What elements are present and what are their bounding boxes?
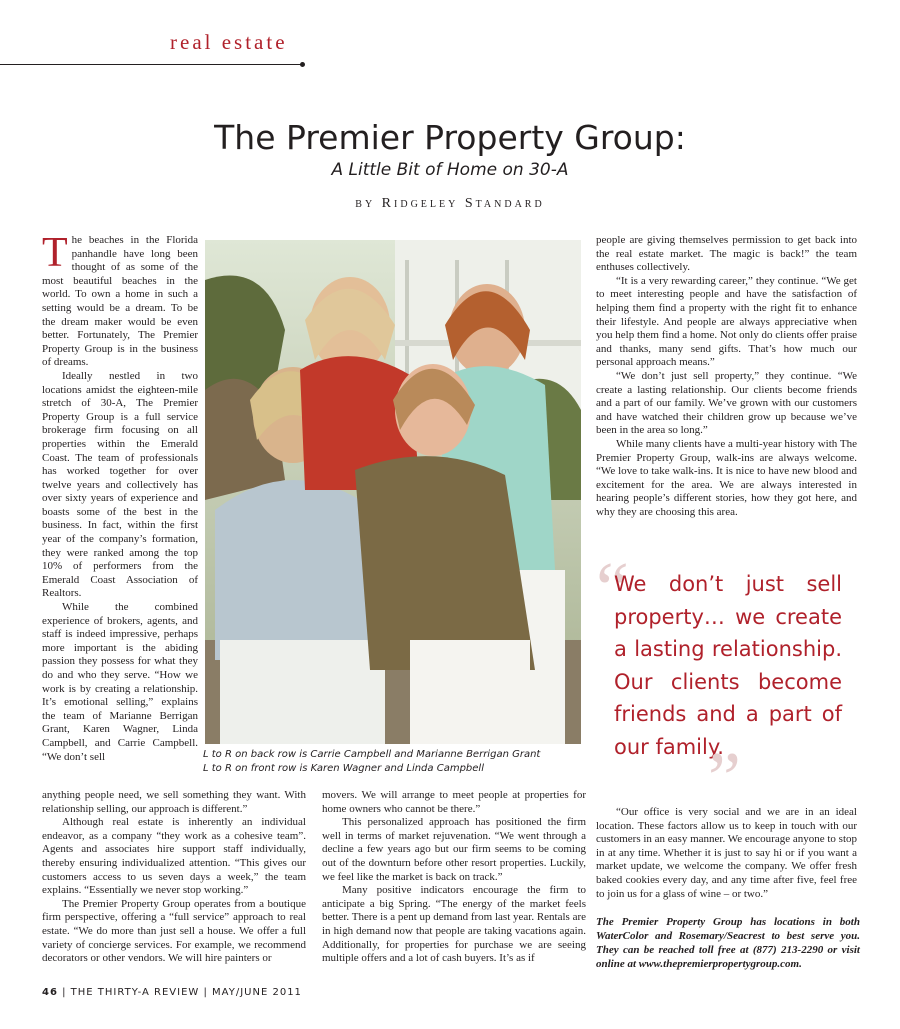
paragraph: Many positive indicators encourage the firm to anticipate a big Spring. “The energy of the market feels better. There is a pent up demand from last year. Rentals are in high demand now that people are taking vacations again. Additionally, for properties for purchase we are seeing multiple offers and a lot of cash buyers. It’s as if xyxy=(322,884,587,965)
column-3-lower xyxy=(596,806,857,901)
article-title: The Premier Property Group: xyxy=(214,118,686,157)
caption-line: L to R on front row is Karen Wagner and Linda Campbell xyxy=(203,763,484,774)
paragraph: “It is a very rewarding career,” they continue. “We get to meet interesting people and have the satisfaction of helping them find a property with the right fit to enhance their lifestyle. And people are always appreciative when you help them find a home. Not only do clients offer praise and thanks, many send gifts. That’s how much our personal approach means.” xyxy=(596,274,857,369)
team-photo xyxy=(205,240,581,744)
pullquote-close-mark: ” xyxy=(708,738,741,820)
footer-separator: | xyxy=(62,987,67,998)
paragraph: anything people need, we sell something they want. With relationship selling, our approach is different.” xyxy=(42,789,306,815)
section-rule xyxy=(0,64,302,65)
paragraph: Ideally nestled in two locations amidst the eighteen-mile stretch of 30-A, The Premier Property Group is a full service brokerage firm focusing on all properties within the Emerald Coast. The team of professionals has worked together for over twelve years and collectively has over sixty years of experience and boasts some of the best in the business. In fact, within the first year of the company’s formation, they were ranked among the top 10% of performers from the Emerald Coast Association of Realtors. xyxy=(42,369,198,600)
pullquote-open-mark: “ xyxy=(596,548,629,630)
paragraph: movers. We will arrange to meet people at properties for home owners who cannot be there.” xyxy=(322,789,586,815)
pullquote-text: We don’t just sell property… we create a lasting relationship. Our clients become friends and a part of our family. xyxy=(614,572,842,759)
photo-caption xyxy=(203,748,593,776)
paragraph: While the combined experience of brokers, agents, and staff is indeed impressive, perhaps more important is the abiding passion they possess for what they do and who they serve. “How we work is by creating a relationship. It’s emotional selling,” explains the team of Marianne Berrigan Grant, Karen Wagner, Linda Campbell, and Carrie Campbell. “We don’t sell xyxy=(42,601,198,763)
page-number: 46 xyxy=(42,987,58,998)
drop-cap: T xyxy=(42,230,68,276)
paragraph-text: he beaches in the Florida panhandle have long been thought of as some of the most beautiful beaches in the world. To own a home in such a setting would be a dream. To be the dream maker would be even better. Fortunately, The Premier Property Group is in the business of dreams. xyxy=(42,234,198,369)
paragraph: The Premier Property Group operates from a boutique firm perspective, offering a “full service” approach to real estate. “We do more than just sell a house. We offer a full variety of concierge services. For example, we recommend decorators or other vendors. We will hire painters or xyxy=(42,897,306,965)
contact-info: The Premier Property Group has locations in both WaterColor and Rosemary/Seacrest to best serve you. They can be reached toll free at (877) 213-2290 or visit online at www.thepremierpropertygroup.com. xyxy=(596,916,860,970)
article-subtitle: A Little Bit of Home on 30-A xyxy=(331,160,569,180)
paragraph: people are giving themselves permission to get back into the real estate market. The magic is back!” the team enthuses collectively. xyxy=(596,234,857,274)
section-label: real estate xyxy=(170,30,288,54)
paragraph: “We don’t just sell property,” they continue. “We create a lasting relationship. Our clients become friends and a part of our family. We’ve grown with our customers and have watched their children grow up because we’ve been in the area so long.” xyxy=(596,369,857,437)
issue-date: MAY/JUNE 2011 xyxy=(212,987,302,998)
column-2 xyxy=(322,789,586,966)
column-3 xyxy=(596,234,857,519)
caption-line: L to R on back row is Carrie Campbell and Marianne Berrigan Grant xyxy=(203,749,541,760)
paragraph: “Our office is very social and we are in an ideal location. These factors allow us to keep in touch with our customers in an easy manner. We encourage anyone to stop in at any time. Whether it is just to say hi or if you want a market update, we welcome the company. We offer fresh baked cookies every day, and any time after five, feel free to join us for a glass of wine – or two.” xyxy=(596,806,857,900)
article-byline: by Ridgeley Standard xyxy=(355,196,545,211)
column-1 xyxy=(42,230,198,764)
paragraph: Although real estate is inherently an individual endeavor, as a company “they work as a cohesive team”. Agents and associates hire support staff individually, thereby ensuring individualized attention. “This gives our customers access to us seven days a week,” the team explains. “Essentially we never stop working.” xyxy=(42,816,306,897)
section-rule-dot xyxy=(300,62,305,67)
page-footer xyxy=(42,987,302,998)
publication-name: THE THIRTY-A REVIEW xyxy=(70,987,200,998)
footer-separator: | xyxy=(203,987,208,998)
paragraph: While many clients have a multi-year history with The Premier Property Group, walk-ins are always welcome. “We love to take walk-ins. It is nice to have new blood and excitement for the area. We are always interested in hearing people’s different stories, how they got here, and why they are choosing this area. xyxy=(596,437,857,518)
column-1-lower xyxy=(42,789,306,966)
paragraph: This personalized approach has positioned the firm well in terms of market rejuvenation. “We went through a decline a few years ago but our firm seems to be coming out of the downturn before other resort properties. Luckily, we feel like the market is back on track.” xyxy=(322,816,586,883)
paragraph xyxy=(42,230,198,370)
